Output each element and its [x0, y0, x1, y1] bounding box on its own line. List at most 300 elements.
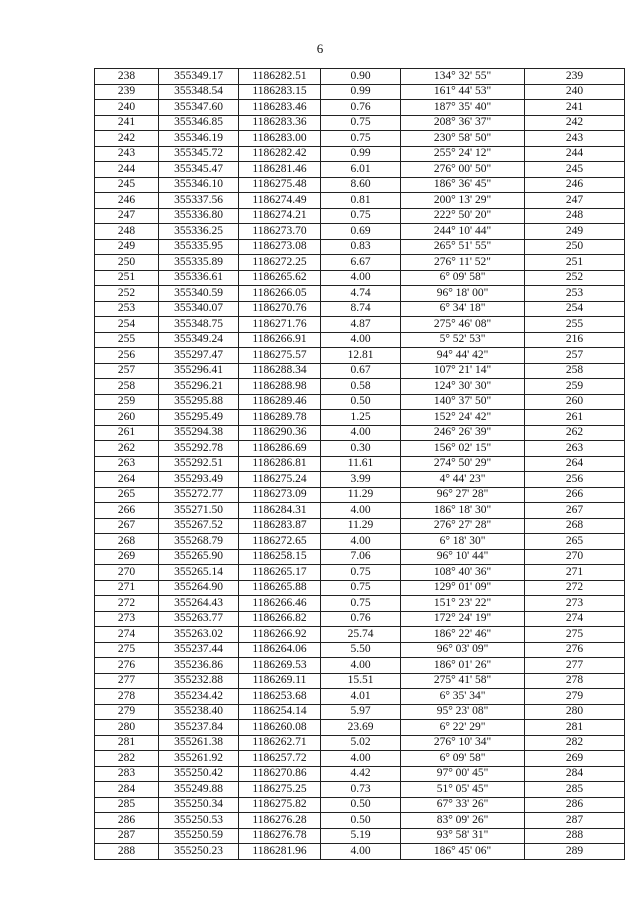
y-coordinate-cell: 1186288.34 [239, 363, 321, 379]
table-row [95, 782, 625, 798]
distance-cell: 4.74 [321, 286, 401, 302]
y-coordinate-cell: 1186290.36 [239, 425, 321, 441]
distance-cell: 0.73 [321, 782, 401, 798]
point-number-cell: 244 [95, 162, 159, 178]
table-row [95, 735, 625, 751]
y-coordinate-cell: 1186282.51 [239, 69, 321, 85]
point-number-cell: 265 [95, 487, 159, 503]
y-coordinate-cell: 1186283.15 [239, 84, 321, 100]
y-coordinate-cell: 1186281.46 [239, 162, 321, 178]
table-row [95, 642, 625, 658]
distance-cell: 11.29 [321, 518, 401, 534]
next-point-cell: 277 [525, 658, 625, 674]
distance-cell: 4.00 [321, 332, 401, 348]
x-coordinate-cell: 355337.56 [159, 193, 239, 209]
x-coordinate-cell: 355294.38 [159, 425, 239, 441]
point-number-cell: 242 [95, 131, 159, 147]
next-point-cell: 272 [525, 580, 625, 596]
next-point-cell: 256 [525, 472, 625, 488]
bearing-cell: 161° 44' 53" [401, 84, 525, 100]
table-row [95, 255, 625, 271]
point-number-cell: 270 [95, 565, 159, 581]
distance-cell: 0.75 [321, 115, 401, 131]
point-number-cell: 288 [95, 844, 159, 860]
x-coordinate-cell: 355234.42 [159, 689, 239, 705]
y-coordinate-cell: 1186260.08 [239, 720, 321, 736]
table-row [95, 193, 625, 209]
point-number-cell: 259 [95, 394, 159, 410]
x-coordinate-cell: 355267.52 [159, 518, 239, 534]
point-number-cell: 240 [95, 100, 159, 116]
x-coordinate-cell: 355336.80 [159, 208, 239, 224]
bearing-cell: 6° 09' 58" [401, 270, 525, 286]
x-coordinate-cell: 355261.38 [159, 735, 239, 751]
bearing-cell: 246° 26' 39" [401, 425, 525, 441]
point-number-cell: 267 [95, 518, 159, 534]
table-row [95, 84, 625, 100]
x-coordinate-cell: 355346.19 [159, 131, 239, 147]
distance-cell: 0.75 [321, 580, 401, 596]
y-coordinate-cell: 1186273.70 [239, 224, 321, 240]
bearing-cell: 208° 36' 37" [401, 115, 525, 131]
point-number-cell: 269 [95, 549, 159, 565]
y-coordinate-cell: 1186262.71 [239, 735, 321, 751]
next-point-cell: 271 [525, 565, 625, 581]
table-row [95, 224, 625, 240]
point-number-cell: 253 [95, 301, 159, 317]
distance-cell: 11.29 [321, 487, 401, 503]
point-number-cell: 279 [95, 704, 159, 720]
distance-cell: 0.50 [321, 797, 401, 813]
point-number-cell: 274 [95, 627, 159, 643]
bearing-cell: 255° 24' 12" [401, 146, 525, 162]
x-coordinate-cell: 355349.24 [159, 332, 239, 348]
bearing-cell: 186° 22' 46" [401, 627, 525, 643]
x-coordinate-cell: 355271.50 [159, 503, 239, 519]
x-coordinate-cell: 355296.21 [159, 379, 239, 395]
x-coordinate-cell: 355237.84 [159, 720, 239, 736]
table-row [95, 100, 625, 116]
distance-cell: 0.50 [321, 813, 401, 829]
x-coordinate-cell: 355297.47 [159, 348, 239, 364]
next-point-cell: 284 [525, 766, 625, 782]
next-point-cell: 268 [525, 518, 625, 534]
x-coordinate-cell: 355264.90 [159, 580, 239, 596]
next-point-cell: 257 [525, 348, 625, 364]
y-coordinate-cell: 1186275.48 [239, 177, 321, 193]
y-coordinate-cell: 1186265.88 [239, 580, 321, 596]
bearing-cell: 95° 23' 08" [401, 704, 525, 720]
distance-cell: 11.61 [321, 456, 401, 472]
x-coordinate-cell: 355293.49 [159, 472, 239, 488]
bearing-cell: 265° 51' 55" [401, 239, 525, 255]
bearing-cell: 187° 35' 40" [401, 100, 525, 116]
coordinates-table-body [95, 69, 625, 860]
distance-cell: 12.81 [321, 348, 401, 364]
point-number-cell: 273 [95, 611, 159, 627]
y-coordinate-cell: 1186276.78 [239, 828, 321, 844]
table-row [95, 394, 625, 410]
bearing-cell: 244° 10' 44" [401, 224, 525, 240]
distance-cell: 4.00 [321, 503, 401, 519]
y-coordinate-cell: 1186275.57 [239, 348, 321, 364]
distance-cell: 0.58 [321, 379, 401, 395]
distance-cell: 0.50 [321, 394, 401, 410]
bearing-cell: 124° 30' 30" [401, 379, 525, 395]
distance-cell: 4.42 [321, 766, 401, 782]
x-coordinate-cell: 355296.41 [159, 363, 239, 379]
table-row [95, 425, 625, 441]
table-row [95, 317, 625, 333]
distance-cell: 4.00 [321, 658, 401, 674]
point-number-cell: 277 [95, 673, 159, 689]
distance-cell: 0.76 [321, 611, 401, 627]
x-coordinate-cell: 355265.90 [159, 549, 239, 565]
table-row [95, 456, 625, 472]
x-coordinate-cell: 355268.79 [159, 534, 239, 550]
bearing-cell: 96° 27' 28" [401, 487, 525, 503]
bearing-cell: 129° 01' 09" [401, 580, 525, 596]
point-number-cell: 264 [95, 472, 159, 488]
y-coordinate-cell: 1186258.15 [239, 549, 321, 565]
bearing-cell: 108° 40' 36" [401, 565, 525, 581]
bearing-cell: 151° 23' 22" [401, 596, 525, 612]
distance-cell: 23.69 [321, 720, 401, 736]
next-point-cell: 247 [525, 193, 625, 209]
bearing-cell: 96° 03' 09" [401, 642, 525, 658]
next-point-cell: 285 [525, 782, 625, 798]
bearing-cell: 93° 58' 31" [401, 828, 525, 844]
table-row [95, 115, 625, 131]
x-coordinate-cell: 355272.77 [159, 487, 239, 503]
y-coordinate-cell: 1186253.68 [239, 689, 321, 705]
distance-cell: 6.01 [321, 162, 401, 178]
point-number-cell: 249 [95, 239, 159, 255]
next-point-cell: 249 [525, 224, 625, 240]
table-row [95, 162, 625, 178]
distance-cell: 3.99 [321, 472, 401, 488]
y-coordinate-cell: 1186275.82 [239, 797, 321, 813]
table-row [95, 565, 625, 581]
table-row [95, 518, 625, 534]
point-number-cell: 283 [95, 766, 159, 782]
table-row [95, 286, 625, 302]
table-row [95, 751, 625, 767]
point-number-cell: 245 [95, 177, 159, 193]
distance-cell: 4.00 [321, 844, 401, 860]
point-number-cell: 266 [95, 503, 159, 519]
y-coordinate-cell: 1186264.06 [239, 642, 321, 658]
distance-cell: 0.76 [321, 100, 401, 116]
point-number-cell: 246 [95, 193, 159, 209]
y-coordinate-cell: 1186283.46 [239, 100, 321, 116]
point-number-cell: 271 [95, 580, 159, 596]
distance-cell: 0.69 [321, 224, 401, 240]
table-row [95, 813, 625, 829]
distance-cell: 0.75 [321, 208, 401, 224]
table-row [95, 410, 625, 426]
x-coordinate-cell: 355249.88 [159, 782, 239, 798]
point-number-cell: 251 [95, 270, 159, 286]
next-point-cell: 243 [525, 131, 625, 147]
table-row [95, 611, 625, 627]
next-point-cell: 258 [525, 363, 625, 379]
y-coordinate-cell: 1186257.72 [239, 751, 321, 767]
point-number-cell: 275 [95, 642, 159, 658]
distance-cell: 0.75 [321, 565, 401, 581]
bearing-cell: 6° 09' 58" [401, 751, 525, 767]
x-coordinate-cell: 355264.43 [159, 596, 239, 612]
table-row [95, 348, 625, 364]
distance-cell: 5.50 [321, 642, 401, 658]
point-number-cell: 281 [95, 735, 159, 751]
next-point-cell: 240 [525, 84, 625, 100]
next-point-cell: 282 [525, 735, 625, 751]
table-row [95, 503, 625, 519]
x-coordinate-cell: 355265.14 [159, 565, 239, 581]
next-point-cell: 264 [525, 456, 625, 472]
point-number-cell: 278 [95, 689, 159, 705]
y-coordinate-cell: 1186266.46 [239, 596, 321, 612]
x-coordinate-cell: 355292.51 [159, 456, 239, 472]
y-coordinate-cell: 1186289.46 [239, 394, 321, 410]
x-coordinate-cell: 355336.25 [159, 224, 239, 240]
next-point-cell: 216 [525, 332, 625, 348]
next-point-cell: 244 [525, 146, 625, 162]
next-point-cell: 266 [525, 487, 625, 503]
y-coordinate-cell: 1186266.91 [239, 332, 321, 348]
distance-cell: 0.67 [321, 363, 401, 379]
bearing-cell: 6° 34' 18" [401, 301, 525, 317]
x-coordinate-cell: 355348.54 [159, 84, 239, 100]
y-coordinate-cell: 1186284.31 [239, 503, 321, 519]
next-point-cell: 245 [525, 162, 625, 178]
y-coordinate-cell: 1186266.05 [239, 286, 321, 302]
y-coordinate-cell: 1186271.76 [239, 317, 321, 333]
table-row [95, 720, 625, 736]
y-coordinate-cell: 1186272.65 [239, 534, 321, 550]
bearing-cell: 6° 35' 34" [401, 689, 525, 705]
x-coordinate-cell: 355250.42 [159, 766, 239, 782]
table-row [95, 69, 625, 85]
point-number-cell: 258 [95, 379, 159, 395]
y-coordinate-cell: 1186254.14 [239, 704, 321, 720]
point-number-cell: 285 [95, 797, 159, 813]
table-row [95, 534, 625, 550]
next-point-cell: 274 [525, 611, 625, 627]
y-coordinate-cell: 1186275.24 [239, 472, 321, 488]
y-coordinate-cell: 1186266.82 [239, 611, 321, 627]
bearing-cell: 134° 32' 55" [401, 69, 525, 85]
distance-cell: 6.67 [321, 255, 401, 271]
distance-cell: 4.00 [321, 270, 401, 286]
x-coordinate-cell: 355250.34 [159, 797, 239, 813]
y-coordinate-cell: 1186269.11 [239, 673, 321, 689]
point-number-cell: 250 [95, 255, 159, 271]
point-number-cell: 254 [95, 317, 159, 333]
x-coordinate-cell: 355250.53 [159, 813, 239, 829]
x-coordinate-cell: 355250.59 [159, 828, 239, 844]
bearing-cell: 152° 24' 42" [401, 410, 525, 426]
bearing-cell: 275° 46' 08" [401, 317, 525, 333]
table-row [95, 797, 625, 813]
point-number-cell: 252 [95, 286, 159, 302]
table-row [95, 177, 625, 193]
point-number-cell: 276 [95, 658, 159, 674]
table-row [95, 487, 625, 503]
distance-cell: 7.06 [321, 549, 401, 565]
next-point-cell: 280 [525, 704, 625, 720]
distance-cell: 8.74 [321, 301, 401, 317]
next-point-cell: 250 [525, 239, 625, 255]
x-coordinate-cell: 355345.47 [159, 162, 239, 178]
y-coordinate-cell: 1186265.62 [239, 270, 321, 286]
bearing-cell: 200° 13' 29" [401, 193, 525, 209]
x-coordinate-cell: 355261.92 [159, 751, 239, 767]
next-point-cell: 270 [525, 549, 625, 565]
distance-cell: 0.83 [321, 239, 401, 255]
bearing-cell: 156° 02' 15" [401, 441, 525, 457]
y-coordinate-cell: 1186273.09 [239, 487, 321, 503]
x-coordinate-cell: 355346.85 [159, 115, 239, 131]
bearing-cell: 96° 18' 00" [401, 286, 525, 302]
table-row [95, 844, 625, 860]
point-number-cell: 260 [95, 410, 159, 426]
bearing-cell: 83° 09' 26" [401, 813, 525, 829]
distance-cell: 4.00 [321, 534, 401, 550]
distance-cell: 0.75 [321, 596, 401, 612]
y-coordinate-cell: 1186286.81 [239, 456, 321, 472]
y-coordinate-cell: 1186272.25 [239, 255, 321, 271]
next-point-cell: 252 [525, 270, 625, 286]
x-coordinate-cell: 355295.88 [159, 394, 239, 410]
table-row [95, 549, 625, 565]
bearing-cell: 6° 22' 29" [401, 720, 525, 736]
x-coordinate-cell: 355292.78 [159, 441, 239, 457]
distance-cell: 5.19 [321, 828, 401, 844]
table-row [95, 239, 625, 255]
y-coordinate-cell: 1186274.49 [239, 193, 321, 209]
next-point-cell: 286 [525, 797, 625, 813]
point-number-cell: 243 [95, 146, 159, 162]
point-number-cell: 282 [95, 751, 159, 767]
table-row [95, 658, 625, 674]
distance-cell: 1.25 [321, 410, 401, 426]
x-coordinate-cell: 355340.07 [159, 301, 239, 317]
next-point-cell: 246 [525, 177, 625, 193]
point-number-cell: 287 [95, 828, 159, 844]
distance-cell: 25.74 [321, 627, 401, 643]
next-point-cell: 281 [525, 720, 625, 736]
next-point-cell: 259 [525, 379, 625, 395]
bearing-cell: 107° 21' 14" [401, 363, 525, 379]
distance-cell: 0.90 [321, 69, 401, 85]
x-coordinate-cell: 355238.40 [159, 704, 239, 720]
y-coordinate-cell: 1186274.21 [239, 208, 321, 224]
table-row [95, 472, 625, 488]
bearing-cell: 97° 00' 45" [401, 766, 525, 782]
y-coordinate-cell: 1186269.53 [239, 658, 321, 674]
distance-cell: 5.97 [321, 704, 401, 720]
y-coordinate-cell: 1186275.25 [239, 782, 321, 798]
point-number-cell: 241 [95, 115, 159, 131]
page-number: 6 [316, 41, 324, 56]
table-row [95, 673, 625, 689]
table-row [95, 580, 625, 596]
y-coordinate-cell: 1186281.96 [239, 844, 321, 860]
y-coordinate-cell: 1186283.36 [239, 115, 321, 131]
bearing-cell: 230° 58' 50" [401, 131, 525, 147]
point-number-cell: 247 [95, 208, 159, 224]
x-coordinate-cell: 355349.17 [159, 69, 239, 85]
bearing-cell: 186° 45' 06" [401, 844, 525, 860]
table-row [95, 379, 625, 395]
x-coordinate-cell: 355348.75 [159, 317, 239, 333]
x-coordinate-cell: 355236.86 [159, 658, 239, 674]
table-row [95, 270, 625, 286]
next-point-cell: 251 [525, 255, 625, 271]
x-coordinate-cell: 355336.61 [159, 270, 239, 286]
table-row [95, 627, 625, 643]
point-number-cell: 284 [95, 782, 159, 798]
next-point-cell: 273 [525, 596, 625, 612]
point-number-cell: 239 [95, 84, 159, 100]
x-coordinate-cell: 355250.23 [159, 844, 239, 860]
bearing-cell: 5° 52' 53" [401, 332, 525, 348]
distance-cell: 8.60 [321, 177, 401, 193]
x-coordinate-cell: 355335.95 [159, 239, 239, 255]
next-point-cell: 278 [525, 673, 625, 689]
x-coordinate-cell: 355346.10 [159, 177, 239, 193]
next-point-cell: 255 [525, 317, 625, 333]
distance-cell: 0.75 [321, 131, 401, 147]
distance-cell: 0.81 [321, 193, 401, 209]
next-point-cell: 262 [525, 425, 625, 441]
point-number-cell: 261 [95, 425, 159, 441]
next-point-cell: 265 [525, 534, 625, 550]
distance-cell: 0.30 [321, 441, 401, 457]
y-coordinate-cell: 1186273.08 [239, 239, 321, 255]
bearing-cell: 51° 05' 45" [401, 782, 525, 798]
y-coordinate-cell: 1186289.78 [239, 410, 321, 426]
y-coordinate-cell: 1186270.86 [239, 766, 321, 782]
next-point-cell: 260 [525, 394, 625, 410]
bearing-cell: 276° 11' 52" [401, 255, 525, 271]
table-row [95, 441, 625, 457]
next-point-cell: 261 [525, 410, 625, 426]
table-row [95, 301, 625, 317]
x-coordinate-cell: 355263.77 [159, 611, 239, 627]
distance-cell: 0.99 [321, 84, 401, 100]
y-coordinate-cell: 1186286.69 [239, 441, 321, 457]
y-coordinate-cell: 1186265.17 [239, 565, 321, 581]
bearing-cell: 276° 10' 34" [401, 735, 525, 751]
x-coordinate-cell: 355340.59 [159, 286, 239, 302]
point-number-cell: 257 [95, 363, 159, 379]
table-row [95, 689, 625, 705]
next-point-cell: 288 [525, 828, 625, 844]
bearing-cell: 172° 24' 19" [401, 611, 525, 627]
table-row [95, 363, 625, 379]
next-point-cell: 287 [525, 813, 625, 829]
next-point-cell: 242 [525, 115, 625, 131]
y-coordinate-cell: 1186266.92 [239, 627, 321, 643]
y-coordinate-cell: 1186270.76 [239, 301, 321, 317]
x-coordinate-cell: 355345.72 [159, 146, 239, 162]
bearing-cell: 4° 44' 23" [401, 472, 525, 488]
point-number-cell: 263 [95, 456, 159, 472]
next-point-cell: 276 [525, 642, 625, 658]
